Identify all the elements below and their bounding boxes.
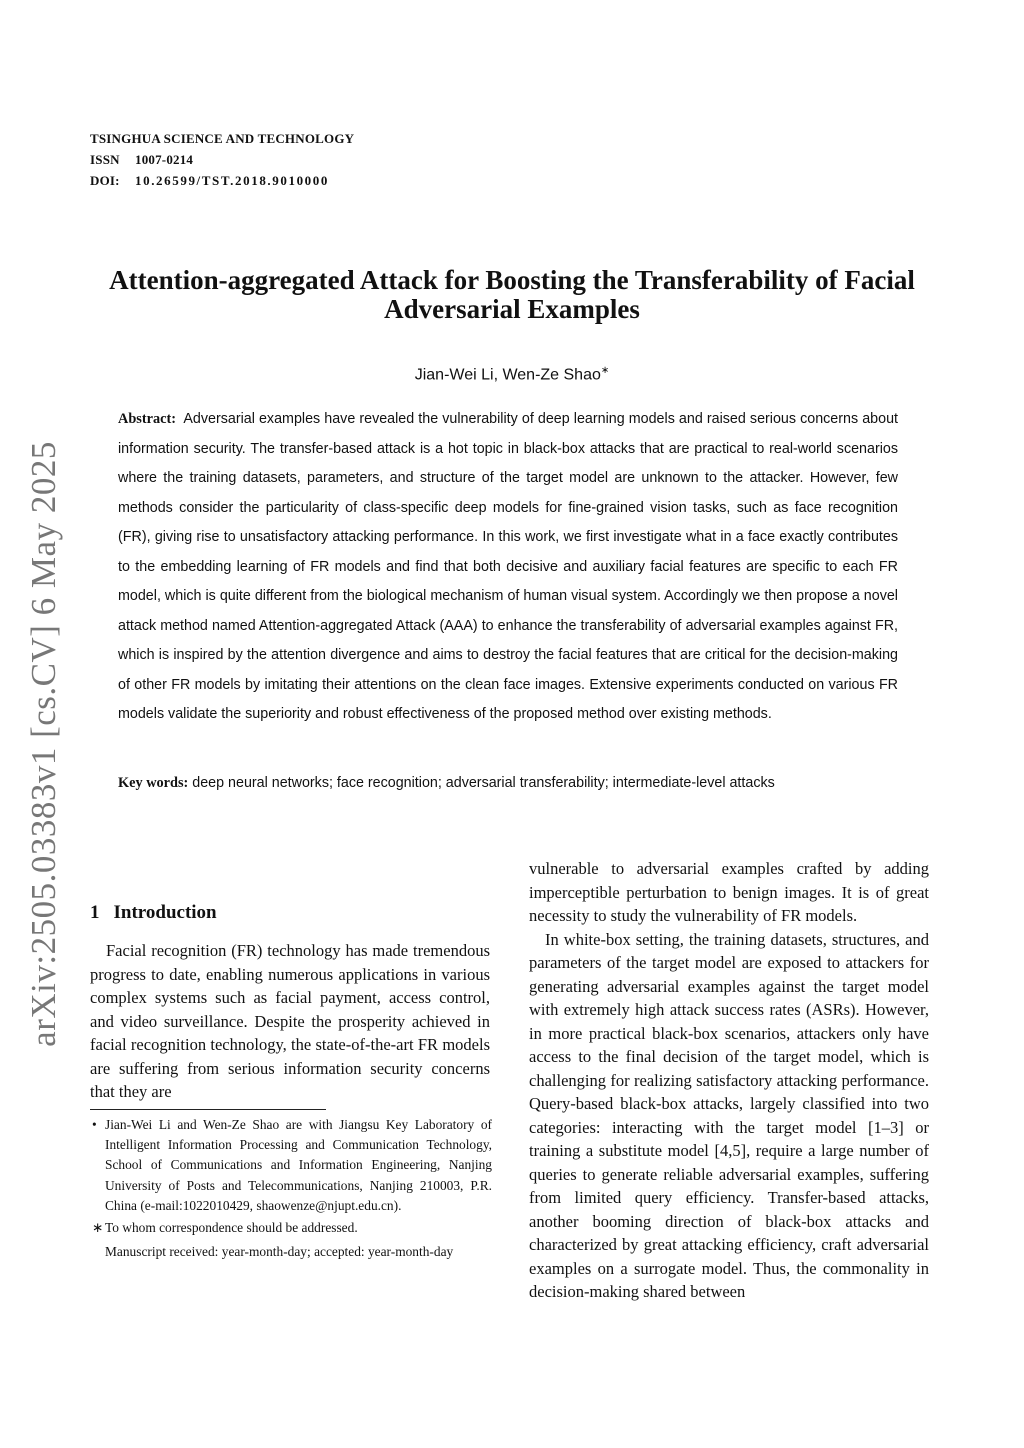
footnote-affiliation (90, 1115, 492, 1216)
bullet-mark: • (92, 1117, 97, 1132)
right-column (529, 857, 929, 1304)
left-column (90, 939, 490, 1104)
right-paragraph-1: vulnerable to adversarial examples crafted by adding imperceptible perturbation to benign images. It is of great necessity to study the vulnerability of FR models. (529, 859, 929, 925)
correspondence-text: To whom correspondence should be addressed. (105, 1220, 358, 1236)
footnote-correspondence (90, 1218, 492, 1238)
journal-doi (90, 170, 354, 191)
footnotes (90, 1115, 492, 1262)
paper-title: Attention-aggregated Attack for Boosting the Transferability of Facial Adversarial Examples (109, 265, 915, 324)
keywords (118, 772, 898, 794)
arxiv-stamp: arXiv:2505.03383v1 [cs.CV] 6 May 2025 (24, 441, 63, 1047)
issn-label: ISSN (90, 152, 120, 167)
journal-issn (90, 149, 354, 170)
right-paragraph-2: In white-box setting, the training datasets, structures, and parameters of the target model are exposed to attackers for generating adversarial examples against the target model with extremely high attack success rates (ASRs). However, in more practical black-box scenarios, attackers only have access to the final decision of the target model, which is challenging for realizing satisfactory attacking performance. Query-based black-box attacks, largely classified into two categories: interacting with the target model [1–3] or training a substitute model [4,5], require a large number of queries to generate reliable adversarial examples, suffering from limited query efficiency. Transfer-based attacks, another booming direction of black-box attacks and characterized by great attacking efficiency, craft adversarial examples on a surrogate model. Thus, the commonality in decision-making shared between (529, 929, 929, 1301)
footnote-rule (90, 1109, 326, 1110)
section-number: 1 (90, 902, 100, 923)
section-heading-introduction (90, 902, 217, 924)
author-names: Jian-Wei Li, Wen-Ze Shao (414, 366, 601, 384)
doi-value: 10.26599/TST.2018.9010000 (135, 173, 329, 188)
abstract-text: Adversarial examples have revealed the vulnerability of deep learning models and raised serious concerns about information security. The transfer-based attack is a hot topic in black-box attacks that are practical to real-world scenarios where the training datasets, parameters, and structure of the target model are unknown to the attacker. However, few methods consider the particularity of class-specific deep models for fine-grained vision tasks, such as face recognition (FR), giving rise to unsatisfactory attacking performance. In this work, we first investigate what in a face exactly contributes to the embedding learning of FR models and find that both decisive and auxiliary facial features are specific to each FR model, which is quite different from the biological mechanism of human visual system. Accordingly we then propose a novel attack method named Attention-aggregated Attack (AAA) to enhance the transferability of adversarial examples against FR, which is inspired by the attention divergence and aims to destroy the facial features that are critical for the decision-making of other FR models by imitating their attentions on the clean face images. Extensive experiments conducted on various FR models validate the superiority and robust effectiveness of the proposed method over existing methods. (118, 411, 898, 722)
journal-name: TSINGHUA SCIENCE AND TECHNOLOGY (90, 131, 355, 146)
affiliation-text: Jian-Wei Li and Wen-Ze Shao are with Jiangsu Key Laboratory of Intelligent Information Processing and Communication Technology, School of Communications and Information Engineering, Nanjing University of Posts and Telecommunications, Nanjing 210003, P.R. China (e-mail:1022010429, shaowenze@njupt.edu.cn). (105, 1117, 492, 1213)
keywords-text: deep neural networks; face recognition; adversarial transferability; intermediate-level attacks (192, 775, 775, 791)
section-title: Introduction (113, 902, 217, 923)
author-line (0, 365, 1024, 384)
keywords-label: Key words: (118, 775, 189, 791)
issn-value: 1007-0214 (135, 152, 194, 167)
intro-paragraph: Facial recognition (FR) technology has made tremendous progress to date, enabling numerous applications in various complex systems such as facial payment, access control, and video surveillance. Despite the prosperity achieved in facial recognition technology, the state-of-the-art FR models are suffering from serious information security concerns that they are (90, 941, 490, 1101)
journal-header (90, 128, 354, 191)
abstract-label: Abstract: (118, 411, 176, 427)
corresponding-author-mark: ∗ (600, 365, 610, 376)
footnote-manuscript: Manuscript received: year-month-day; accepted: year-month-day (105, 1244, 454, 1260)
asterisk-mark: ∗ (92, 1220, 104, 1236)
abstract (118, 405, 898, 730)
doi-label: DOI: (90, 173, 120, 188)
